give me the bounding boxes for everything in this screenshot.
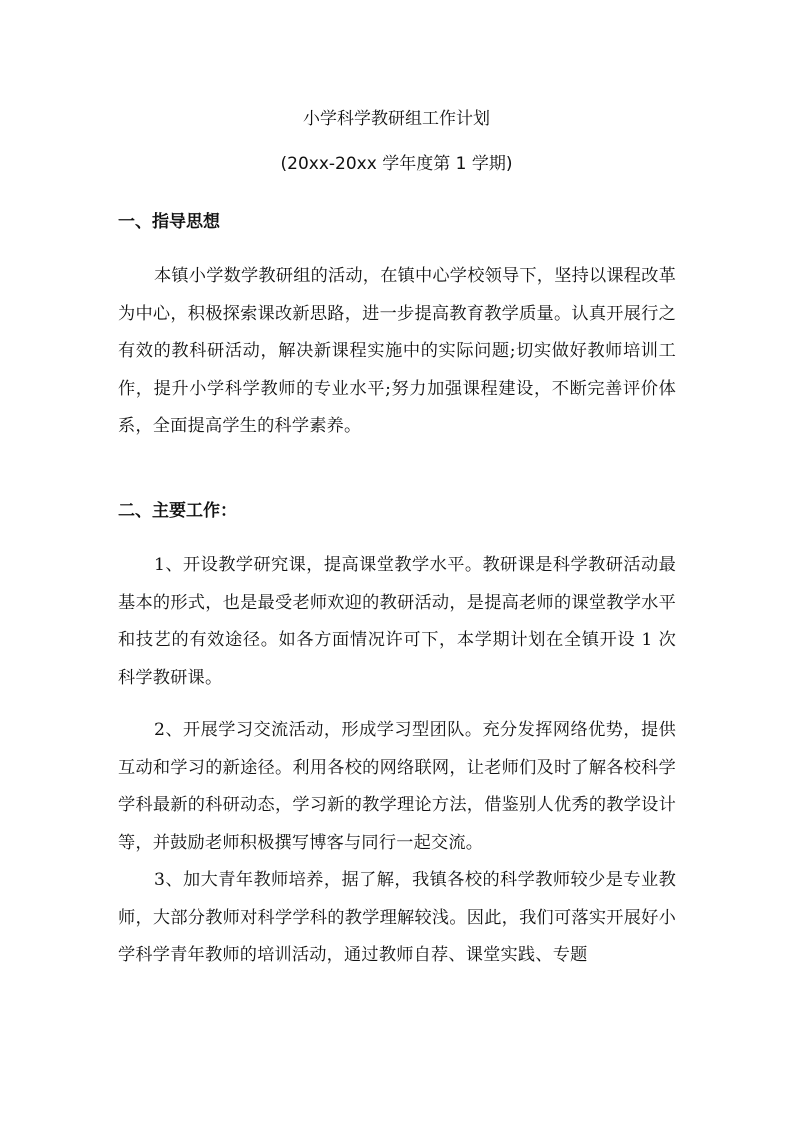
- paragraph-work-item-3: 3、加大青年教师培养，据了解，我镇各校的科学教师较少是专业教师，大部分教师对科学学科的教学理解较浅。因此，我们可落实开展好小学科学青年教师的培训活动，通过教师自荐、课堂实践、专题: [118, 870, 676, 965]
- section-heading-guiding-ideology: 一、指导思想: [118, 212, 220, 232]
- document-subtitle: (20xx-20xx 学年度第 1 学期): [280, 154, 513, 174]
- section-heading-main-work: 二、主要工作：: [118, 501, 237, 521]
- paragraph-guiding-ideology: 本镇小学数学教研组的活动，在镇中心学校领导下，坚持以课程改革为中心，积极探索课改新思路，进一步提高教育教学质量。认真开展行之有效的教科研活动，解决新课程实施中的实际问题;切实做好教师培训工作，提升小学科学教师的专业水平;努力加强课程建设，不断完善评价体系，全面提高学生的科学素养。: [118, 266, 676, 436]
- paragraph-work-item-2: 2、开展学习交流活动，形成学习型团队。充分发挥网络优势，提供互动和学习的新途径。利用各校的网络联网，让老师们及时了解各校科学学科最新的科研动态，学习新的教学理论方法，借鉴别人优秀的教学设计等，并鼓励老师积极撰写博客与同行一起交流。: [118, 720, 676, 853]
- document-title: 小学科学教研组工作计划: [303, 109, 490, 129]
- paragraph-work-item-1: 1、开设教学研究课，提高课堂教学水平。教研课是科学教研活动最基本的形式，也是最受老师欢迎的教研活动，是提高老师的课堂教学水平和技艺的有效途径。如各方面情况许可下，本学期计划在全镇开设 1 次科学教研课。: [118, 555, 676, 688]
